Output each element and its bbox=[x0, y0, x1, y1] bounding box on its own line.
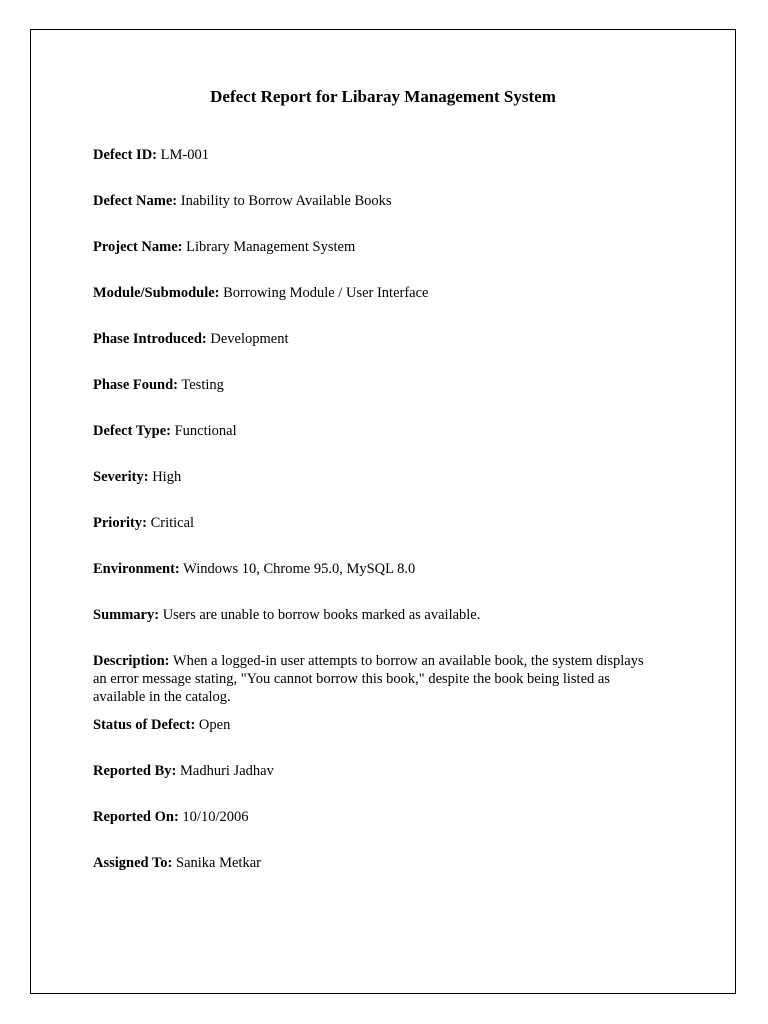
field-label: Phase Introduced: bbox=[93, 331, 207, 347]
field-description bbox=[93, 652, 653, 706]
field-label: Phase Found: bbox=[93, 377, 179, 393]
field-label: Reported By: bbox=[93, 763, 177, 779]
field-label: Status of Defect: bbox=[93, 717, 196, 733]
field-value: When a logged-in user attempts to borrow an available book, the system displays an error message stating, "You cannot borrow this book," despite the book being listed as available in the catalog. bbox=[93, 653, 644, 705]
field-module-submodule bbox=[93, 284, 653, 302]
field-label: Reported On: bbox=[93, 809, 179, 825]
field-value: Critical bbox=[150, 515, 195, 531]
field-label: Project Name: bbox=[93, 239, 183, 255]
field-value: Functional bbox=[174, 423, 237, 439]
field-reported-by bbox=[93, 762, 653, 780]
field-value: Library Management System bbox=[186, 239, 356, 255]
field-value: LM-001 bbox=[160, 147, 209, 163]
field-label: Defect ID: bbox=[93, 147, 158, 163]
field-value: 10/10/2006 bbox=[182, 809, 249, 825]
field-status bbox=[93, 716, 653, 734]
field-value: Testing bbox=[181, 377, 224, 393]
field-value: Windows 10, Chrome 95.0, MySQL 8.0 bbox=[183, 561, 416, 577]
field-value: Open bbox=[198, 717, 231, 733]
field-value: Madhuri Jadhav bbox=[180, 763, 274, 779]
field-phase-introduced bbox=[93, 330, 653, 348]
field-label: Assigned To: bbox=[93, 855, 173, 871]
page-border bbox=[30, 29, 736, 994]
field-phase-found bbox=[93, 376, 653, 394]
field-value: Users are unable to borrow books marked as available. bbox=[162, 607, 481, 623]
field-priority bbox=[93, 514, 653, 532]
field-label: Severity: bbox=[93, 469, 149, 485]
field-label: Description: bbox=[93, 653, 170, 669]
field-value: Development bbox=[210, 331, 289, 347]
field-project-name bbox=[93, 238, 653, 256]
field-environment bbox=[93, 560, 653, 578]
field-value: Sanika Metkar bbox=[176, 855, 261, 871]
document-title: Defect Report for Libaray Management System bbox=[210, 87, 556, 106]
field-value: High bbox=[152, 469, 182, 485]
field-label: Environment: bbox=[93, 561, 180, 577]
field-defect-type bbox=[93, 422, 653, 440]
field-value: Inability to Borrow Available Books bbox=[180, 193, 392, 209]
field-assigned-to bbox=[93, 854, 653, 872]
field-label: Defect Name: bbox=[93, 193, 178, 209]
field-defect-name bbox=[93, 192, 653, 210]
field-label: Defect Type: bbox=[93, 423, 171, 439]
field-severity bbox=[93, 468, 653, 486]
field-label: Module/Submodule: bbox=[93, 285, 220, 301]
field-value: Borrowing Module / User Interface bbox=[223, 285, 429, 301]
field-summary bbox=[93, 606, 653, 624]
field-label: Priority: bbox=[93, 515, 147, 531]
field-defect-id bbox=[93, 146, 653, 164]
field-reported-on bbox=[93, 808, 653, 826]
field-label: Summary: bbox=[93, 607, 160, 623]
